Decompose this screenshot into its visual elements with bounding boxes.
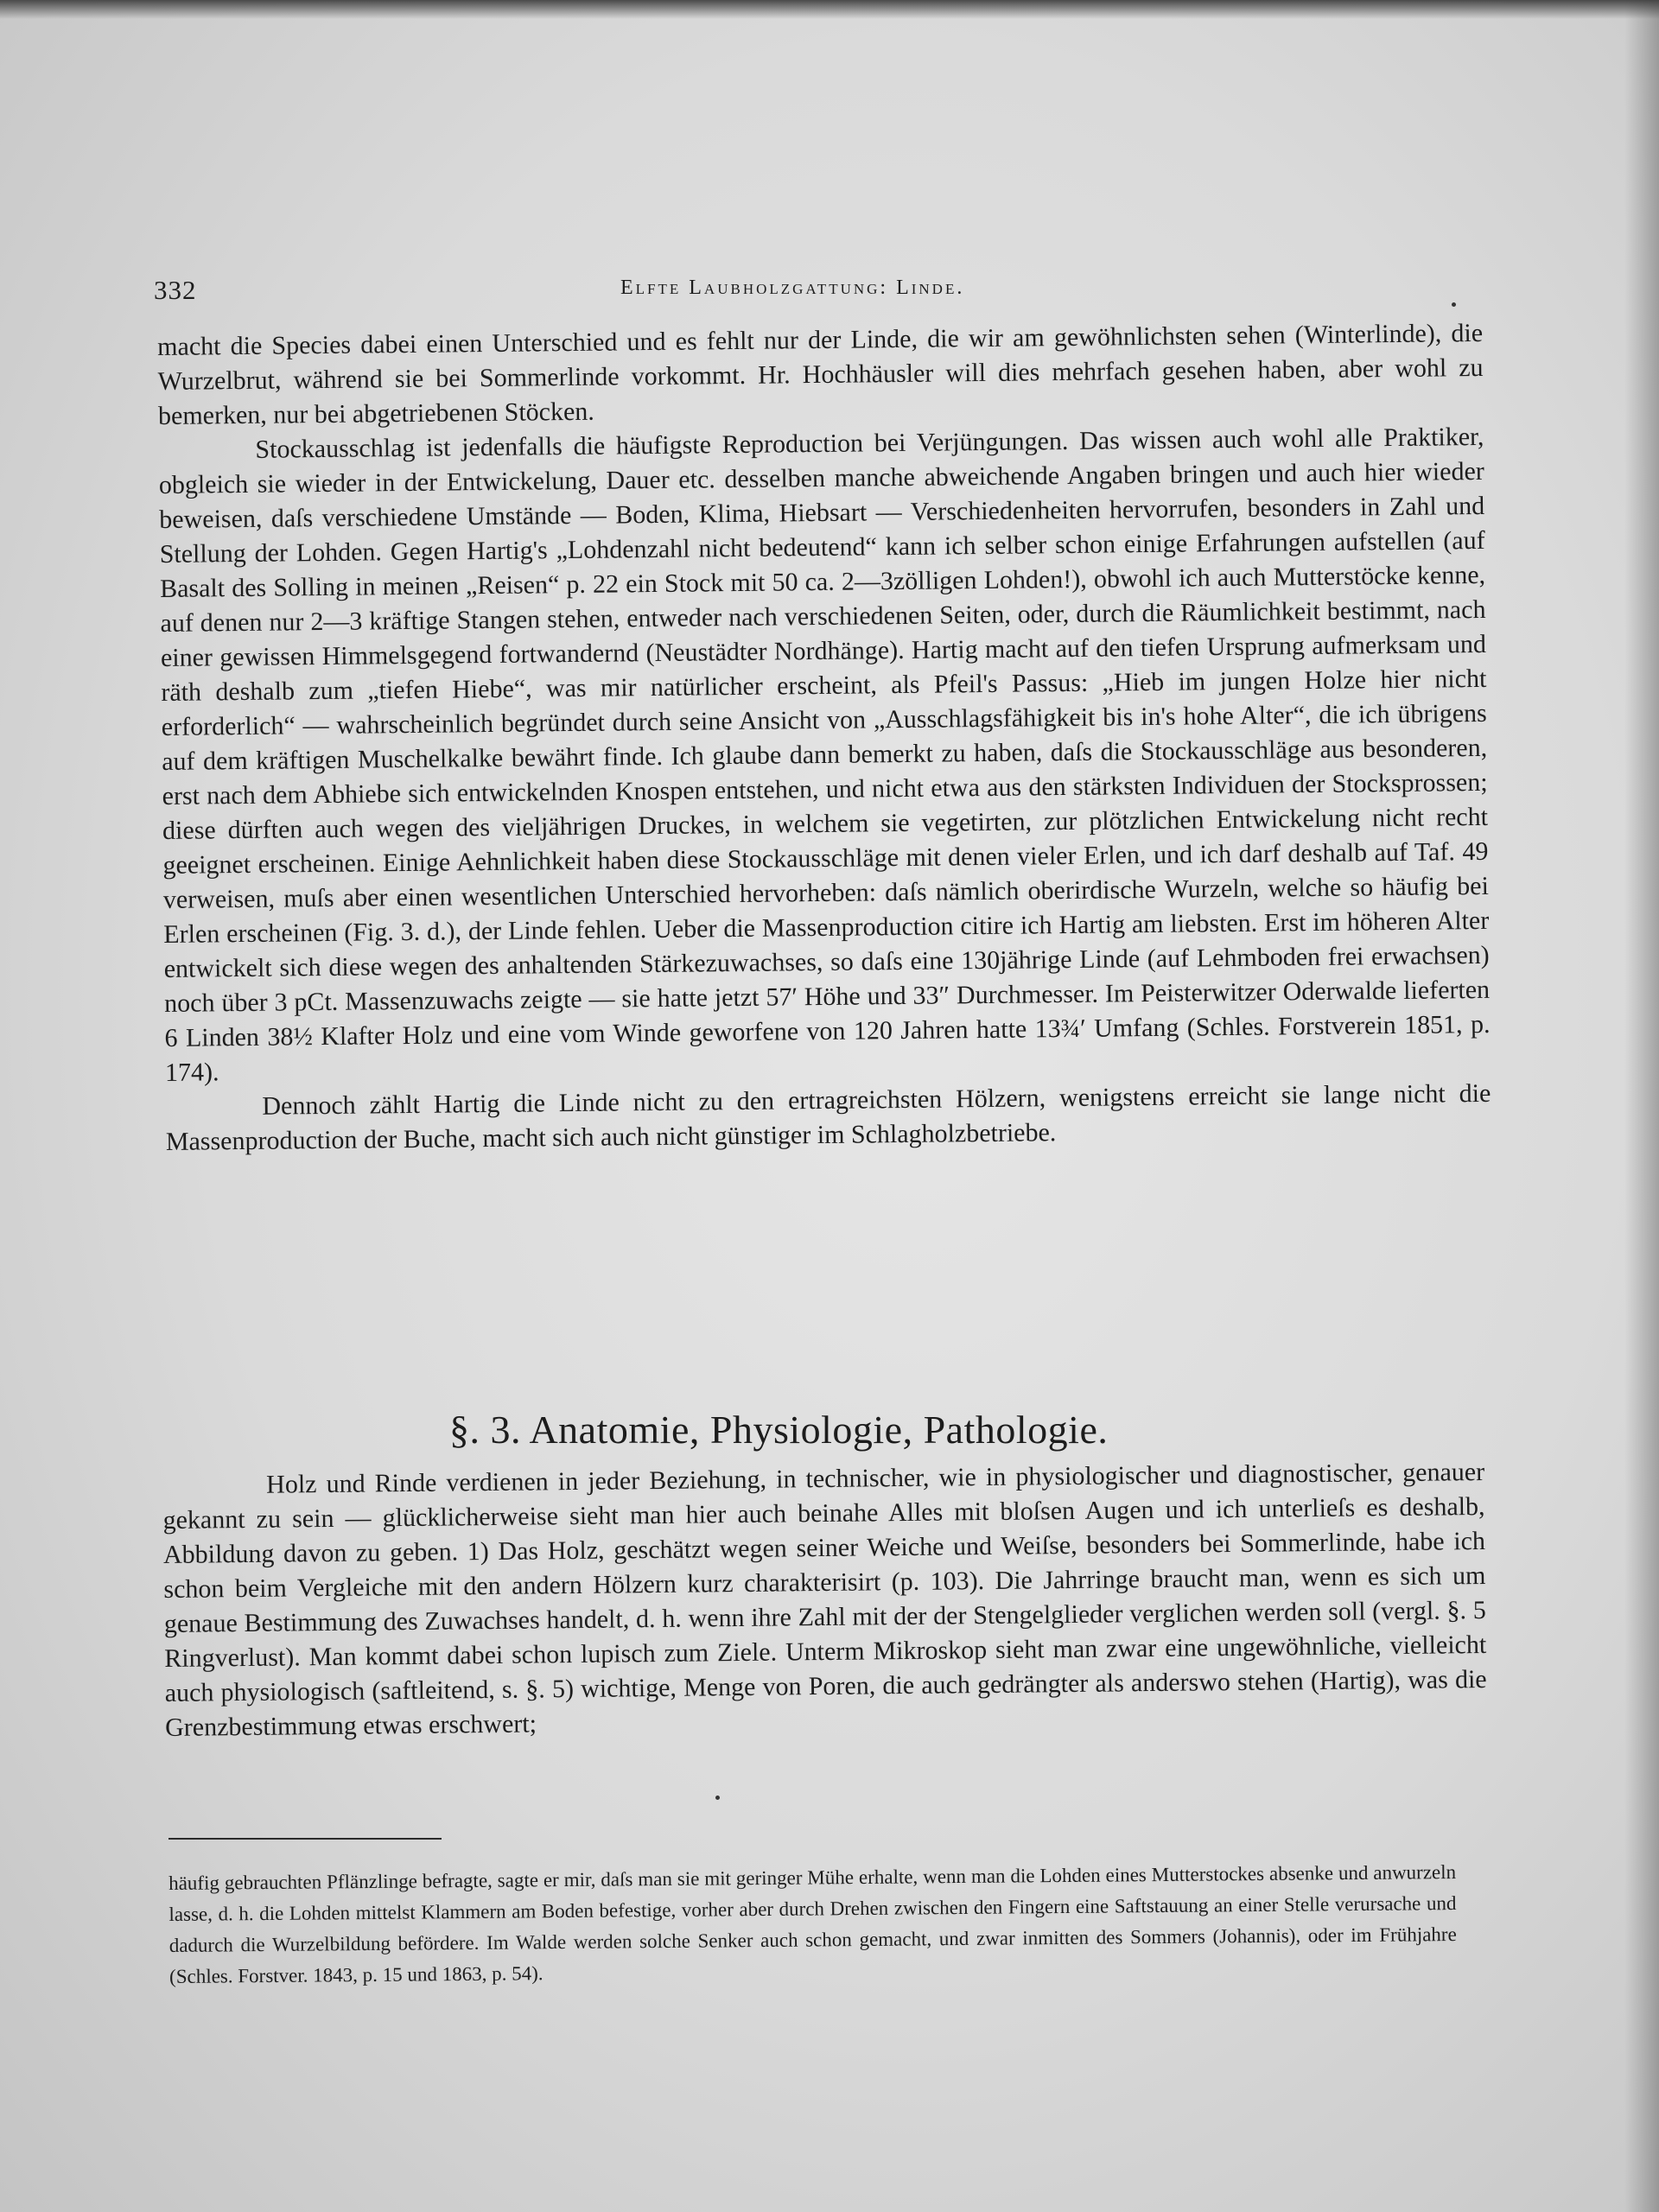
paragraph-3: Dennoch zählt Hartig die Linde nicht zu den ertragreichsten Hölzern, wenigstens erreicht sie lange nicht die Massenproduction der Buche, macht sich auch nicht günstiger im Schlagholzbetriebe. bbox=[165, 1078, 1491, 1156]
scan-edge-shadow bbox=[0, 0, 1659, 19]
main-text bbox=[157, 316, 1491, 1160]
running-title: Elfte Laubholzgattung: Linde. bbox=[620, 276, 965, 299]
section-heading: §. 3. Anatomie, Physiologie, Pathologie. bbox=[449, 1408, 1109, 1452]
paragraph-2: Stockausschlag ist jedenfalls die häufigste Reproduction bei Verjüngungen. Das wissen auch wohl alle Praktiker, obgleich sie wieder in der Entwickelung, Dauer etc. desselben manche abweichende Angaben bringen und auch hier wieder beweisen, daſs verschiedene Umstände — Boden, Klima, Hiebsart — Verschiedenheiten hervorrufen, besonders in Zahl und Stellung der Lohden. Gegen Hartig's „Lohdenzahl nicht bedeutend“ kann ich selber schon einige Erfahrungen aufstellen (auf Basalt des Solling in meinen „Reisen“ p. 22 ein Stock mit 50 ca. 2—3zölligen Lohden!), obwohl ich auch Mutterstöcke kenne, auf denen nur 2—3 kräftige Stangen stehen, entweder nach verschiedenen Seiten, oder, durch die Räumlichkeit bestimmt, nach einer gewissen Himmelsgegend fortwandernd (Neustädter Nordhänge). Hartig macht auf den tiefen Ursprung aufmerksam und räth deshalb zum „tiefen Hiebe“, was mir natürlicher erscheint, als Pfeil's Passus: „Hieb im jungen Holze hier nicht erforderlich“ — wahrscheinlich begründet durch seine Ansicht von „Ausschlagsfähigkeit bis in's hohe Alter“, die ich übrigens auf dem kräftigen Muschelkalke bewährt finde. Ich glaube dann bemerkt zu haben, daſs die Stockausschläge aus besonderen, erst nach dem Abhiebe sich entwickelnden Knospen entstehen, und nicht etwa aus den stärksten Individuen der Stocksprossen; diese dürften auch wegen des vieljährigen Druckes, in welchem sie vegetirten, zur plötzlichen Entwickelung nicht recht geeignet erscheinen. Einige Aehnlichkeit haben diese Stockausschläge mit denen vieler Erlen, und ich darf deshalb auf Taf. 49 verweisen, muſs aber einen wesentlichen Unterschied hervorheben: daſs nämlich oberirdische Wurzeln, welche so häufig bei Erlen erscheinen (Fig. 3. d.), der Linde fehlen. Ueber die Massenproduction citire ich Hartig am liebsten. Erst im höheren Alter entwickelt sich diese wegen des anhaltenden Stärkezuwachses, so daſs eine 130jährige Linde (auf Lehmboden frei erwachsen) noch über 3 pCt. Massenzuwachs zeigte — sie hatte jetzt 57′ Höhe und 33″ Durchmesser. Im Peisterwitzer Oderwalde lieferten 6 Linden 38½ Klafter Holz und eine vom Winde geworfene von 120 Jahren hatte 13¾′ Umfang (Schles. Forstverein 1851, p. 174). bbox=[158, 422, 1491, 1087]
print-speck bbox=[715, 1796, 720, 1800]
footnote-divider bbox=[168, 1838, 442, 1840]
section-paragraph: Holz und Rinde verdienen in jeder Beziehung, in technischer, wie in physiologischer und diagnostischer, genauer gekannt zu sein — glücklicherweise sieht man hier auch beinahe Alles mit bloſsen Augen und ich unterlieſs es deshalb, Abbildung davon zu geben. 1) Das Holz, geschätzt wegen seiner Weiche und Weiſse, besonders bei Sommerlinde, habe ich schon beim Vergleiche mit den andern Hölzern kurz charakterisirt (p. 103). Die Jahrringe braucht man, wenn es sich um genaue Bestimmung des Zuwachses handelt, d. h. wenn ihre Zahl mit der der Stengelglieder verglichen werden soll (vergl. §. 5 Ringverlust). Man kommt dabei schon lupisch zum Ziele. Unterm Mikroskop sieht man zwar eine ungewöhnliche, vielleicht auch physiologisch (saftleitend, s. §. 5) wichtige, Menge von Poren, die auch gedrängter als anderswo stehen (Hartig), was die Grenzbestimmung etwas erschwert; bbox=[162, 1457, 1487, 1742]
page-number: 332 bbox=[154, 275, 197, 305]
paragraph-1: macht die Species dabei einen Unterschied und es fehlt nur der Linde, die wir am gewöhnlichsten sehen (Winterlinde), die Wurzelbrut, während sie bei Sommerlinde vorkommt. Hr. Hochhäusler will dies mehrfach gesehen haben, aber wohl zu bemerken, nur bei abgetriebenen Stöcken. bbox=[157, 318, 1484, 430]
scan-gutter-shadow bbox=[1624, 0, 1659, 2212]
page-header bbox=[154, 275, 1484, 313]
print-speck bbox=[1452, 302, 1456, 307]
footnote: häufig gebrauchten Pflänzlinge befragte, sagte er mir, daſs man sie mit geringer Mühe erhalte, wenn man die Lohden eines Mutterstockes absenke und anwurzeln lasse, d. h. die Lohden mittelst Klammern am Boden befestige, vorher aber durch Drehen zwischen den Fingern eine Saftstauung an einer Stelle verursache und dadurch die Wurzelbildung befördere. Im Walde werden solche Senker auch schon gemacht, und zwar inmitten des Sommers (Johannis), oder im Frühjahre (Schles. Forstver. 1843, p. 15 und 1863, p. 54). bbox=[168, 1860, 1457, 1987]
